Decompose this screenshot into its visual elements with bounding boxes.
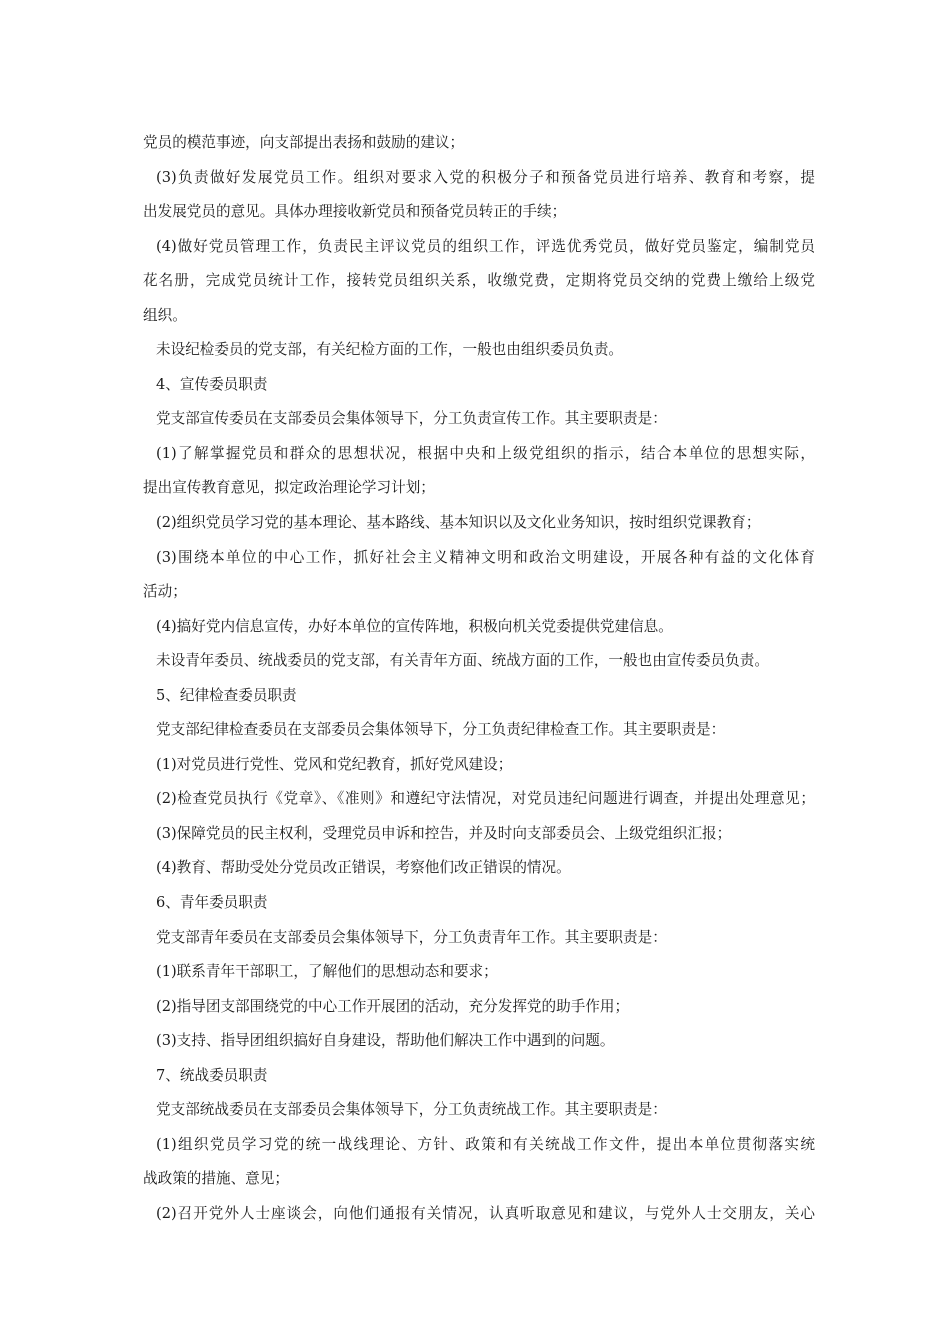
- text-line: 党支部纪律检查委员在支部委员会集体领导下，分工负责纪律检查工作。其主要职责是：: [156, 721, 726, 739]
- text-line: 党员的模范事迹，向支部提出表扬和鼓励的建议；: [143, 134, 465, 151]
- text-line: (1)联系青年干部职工，了解他们的思想动态和要求；: [156, 963, 498, 981]
- text-line: 战政策的措施、意见；: [143, 1170, 289, 1188]
- text-line: 4、宣传委员职责: [156, 375, 268, 393]
- text-line: (2)检查党员执行《党章》、《准则》和遵纪守法情况，对党员违纪问题进行调查，并提出处理意见；: [156, 790, 815, 808]
- text-line: (4)做好党员管理工作，负责民主评议党员的组织工作，评选优秀党员，做好党员鉴定，编制党员: [156, 237, 815, 255]
- text-line: (3)保障党员的民主权利，受理党员申诉和控告，并及时向支部委员会、上级党组织汇报；: [156, 824, 732, 842]
- text-line: (2)召开党外人士座谈会，向他们通报有关情况，认真听取意见和建议，与党外人士交朋友，关心: [156, 1204, 815, 1222]
- text-line: (1)了解掌握党员和群众的思想状况，根据中央和上级党组织的指示，结合本单位的思想实际，: [156, 444, 815, 462]
- text-line: (4)教育、帮助受处分党员改正错误，考察他们改正错误的情况。: [156, 859, 571, 877]
- text-line: (4)搞好党内信息宣传，办好本单位的宣传阵地，积极向机关党委提供党建信息。: [156, 617, 673, 635]
- text-line: 活动；: [143, 583, 187, 601]
- text-line: (3)围绕本单位的中心工作，抓好社会主义精神文明和政治文明建设，开展各种有益的文化体育: [156, 548, 815, 566]
- text-line: (1)对党员进行党性、党风和党纪教育，抓好党风建设；: [156, 755, 513, 773]
- text-line: 6、青年委员职责: [156, 894, 268, 912]
- text-line: 5、纪律检查委员职责: [156, 686, 297, 704]
- text-line: 党支部青年委员在支部委员会集体领导下，分工负责青年工作。其主要职责是：: [156, 928, 667, 946]
- text-line: 出发展党员的意见。具体办理接收新党员和预备党员转正的手续；: [143, 203, 567, 221]
- text-line: 组织。: [143, 306, 187, 324]
- text-line: (2)指导团支部围绕党的中心工作开展团的活动，充分发挥党的助手作用；: [156, 997, 630, 1015]
- text-line: 未设纪检委员的党支部，有关纪检方面的工作，一般也由组织委员负责。: [156, 341, 624, 359]
- text-line: 未设青年委员、统战委员的党支部，有关青年方面、统战方面的工作，一般也由宣传委员负责。: [156, 652, 769, 670]
- text-line: 提出宣传教育意见，拟定政治理论学习计划；: [143, 479, 435, 497]
- text-line: (3)支持、指导团组织搞好自身建设，帮助他们解决工作中遇到的问题。: [156, 1032, 615, 1050]
- text-line: (3)负责做好发展党员工作。组织对要求入党的积极分子和预备党员进行培养、教育和考察，提: [156, 168, 815, 186]
- text-line: 7、统战委员职责: [156, 1066, 268, 1084]
- text-line: 党支部统战委员在支部委员会集体领导下，分工负责统战工作。其主要职责是：: [156, 1101, 667, 1119]
- text-line: 党支部宣传委员在支部委员会集体领导下，分工负责宣传工作。其主要职责是：: [156, 410, 667, 428]
- text-line: 花名册，完成党员统计工作，接转党员组织关系，收缴党费，定期将党员交纳的党费上缴给上级党: [143, 272, 815, 290]
- text-line: (2)组织党员学习党的基本理论、基本路线、基本知识以及文化业务知识，按时组织党课教育；: [156, 514, 761, 532]
- text-line: (1)组织党员学习党的统一战线理论、方针、政策和有关统战工作文件，提出本单位贯彻落实统: [156, 1135, 815, 1153]
- document-body: [143, 126, 815, 1232]
